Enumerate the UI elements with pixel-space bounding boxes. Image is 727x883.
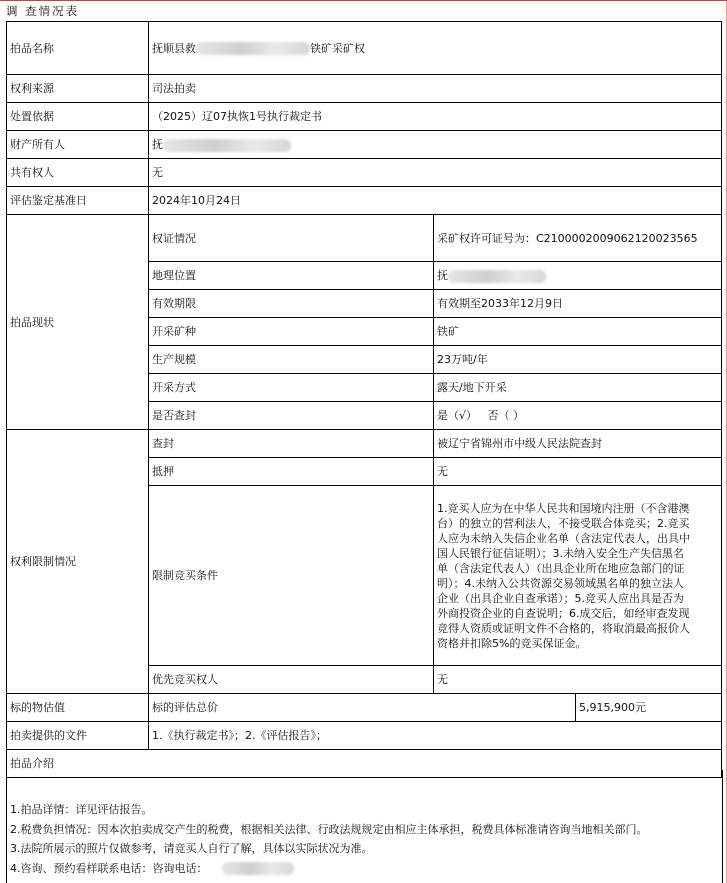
conditions-label: 限制竞买条件	[149, 486, 434, 666]
conditions-line: 企业（出具企业自查承诺）；5.竞买人应出具是否为	[437, 591, 684, 605]
method-value: 露天/地下开采	[434, 374, 722, 402]
redacted-blur	[196, 42, 310, 55]
intro-line-phone	[10, 859, 648, 879]
seizure-value: 被辽宁省锦州市中级人民法院查封	[434, 430, 722, 458]
row-base-date	[7, 187, 722, 215]
mineral-label: 开采矿种	[149, 318, 434, 346]
conditions-line: 资格并扣除5%的竞买保证金。	[437, 636, 587, 650]
redacted-blur	[448, 270, 546, 283]
validity-value: 有效期至2033年12月9日	[434, 290, 722, 318]
mortgage-label: 抵押	[149, 458, 434, 486]
intro-line: 3.法院所展示的照片仅做参考，请竞买人自行了解，具体以实际状况为准。	[10, 842, 373, 855]
conditions-line: 明）；4.未纳入公共资源交易领域黑名单的独立法人	[437, 576, 684, 590]
valuation-value: 5,915,900元	[576, 694, 722, 722]
redacted-blur	[163, 139, 291, 152]
co-owner-label: 共有权人	[7, 159, 149, 187]
intro-line: 2.税费负担情况：因本次拍卖成交产生的税费，根据相关法律、行政法规规定由相应主体承担，税费具体标准请咨询当地相关部门。	[10, 822, 648, 836]
row-seizure	[7, 430, 722, 458]
intro-lines	[10, 800, 648, 878]
rights-source-value: 司法拍卖	[149, 75, 722, 103]
row-files	[7, 722, 722, 750]
redacted-blur	[222, 862, 294, 875]
owner-prefix: 抚	[152, 138, 163, 151]
sealed-value: 是（√） 否（ ）	[434, 402, 722, 430]
base-date-label: 评估鉴定基准日	[7, 187, 149, 215]
row-rights-source	[7, 75, 722, 103]
location-label: 地理位置	[149, 262, 434, 290]
intro-line: 4.咨询、预约看样联系电话：咨询电话：	[10, 861, 208, 875]
conditions-line: 外商投资企业的自查说明；6.成交后，如经审查发现	[437, 606, 690, 620]
intro-line: 1.拍品详情：详见评估报告。	[10, 803, 153, 816]
owner-value	[149, 131, 722, 159]
row-valuation	[7, 694, 722, 722]
co-owner-value: 无	[149, 159, 722, 187]
row-owner	[7, 131, 722, 159]
item-name-suffix: 铁矿采矿权	[310, 41, 365, 55]
files-label: 拍卖提供的文件	[7, 722, 149, 750]
conditions-value	[434, 486, 722, 666]
mortgage-value: 无	[434, 458, 722, 486]
item-name-prefix: 抚顺县救	[152, 41, 196, 55]
validity-label: 有效期限	[149, 290, 434, 318]
conditions-line: 人应为未纳入失信企业名单（含法定代表人，出具中	[437, 531, 690, 545]
conditions-line: 台）的独立的营利法人，不接受联合体竞买；2.竞买	[437, 516, 690, 530]
conditions-line: 单（含法定代表人）（出具企业所在地应急部门的证	[437, 561, 685, 575]
method-label: 开采方式	[149, 374, 434, 402]
valuation-sub-label: 标的评估总价	[149, 694, 576, 722]
basis-value: （2025）辽07执恢1号执行裁定书	[149, 103, 722, 131]
basis-label: 处置依据	[7, 103, 149, 131]
mineral-value: 铁矿	[434, 318, 722, 346]
files-value: 1.《执行裁定书》；2.《评估报告》；	[149, 722, 722, 750]
row-basis	[7, 103, 722, 131]
item-name-value	[149, 22, 722, 75]
location-prefix: 抚	[437, 269, 448, 282]
row-co-owner	[7, 159, 722, 187]
rights-source-label: 权利来源	[7, 75, 149, 103]
sealed-label: 是否查封	[149, 402, 434, 430]
seizure-label: 查封	[149, 430, 434, 458]
location-value	[434, 262, 722, 290]
priority-value: 无	[434, 666, 722, 694]
row-item-name	[7, 22, 722, 75]
conditions-line: 竞得人资质或证明文件不合格的，将取消最高报价人	[437, 621, 690, 635]
scale-value: 23万吨/年	[434, 346, 722, 374]
cert-value: 采矿权许可证号为：C2100002009062120023565	[434, 215, 722, 262]
restrictions-group-label: 权利限制情况	[7, 430, 149, 694]
intro-label: 拍品介绍	[7, 750, 722, 778]
survey-table	[6, 21, 722, 778]
base-date-value: 2024年10月24日	[149, 187, 722, 215]
owner-label: 财产所有人	[7, 131, 149, 159]
intro-section	[6, 770, 723, 883]
document-title: 调 查情况表	[6, 4, 80, 18]
conditions-line: 国人民银行征信证明）；3.未纳入安全生产失信黑名	[437, 546, 684, 560]
conditions-line: 1.竞买人应为在中华人民共和国境内注册（不含港澳	[437, 501, 690, 515]
scale-label: 生产规模	[149, 346, 434, 374]
row-cert	[7, 215, 722, 262]
priority-label: 优先竞买权人	[149, 666, 434, 694]
status-group-label: 拍品现状	[7, 215, 149, 430]
cert-label: 权证情况	[149, 215, 434, 262]
top-border-line	[0, 0, 727, 1]
item-name-label: 拍品名称	[7, 22, 149, 75]
valuation-label: 标的物估值	[7, 694, 149, 722]
